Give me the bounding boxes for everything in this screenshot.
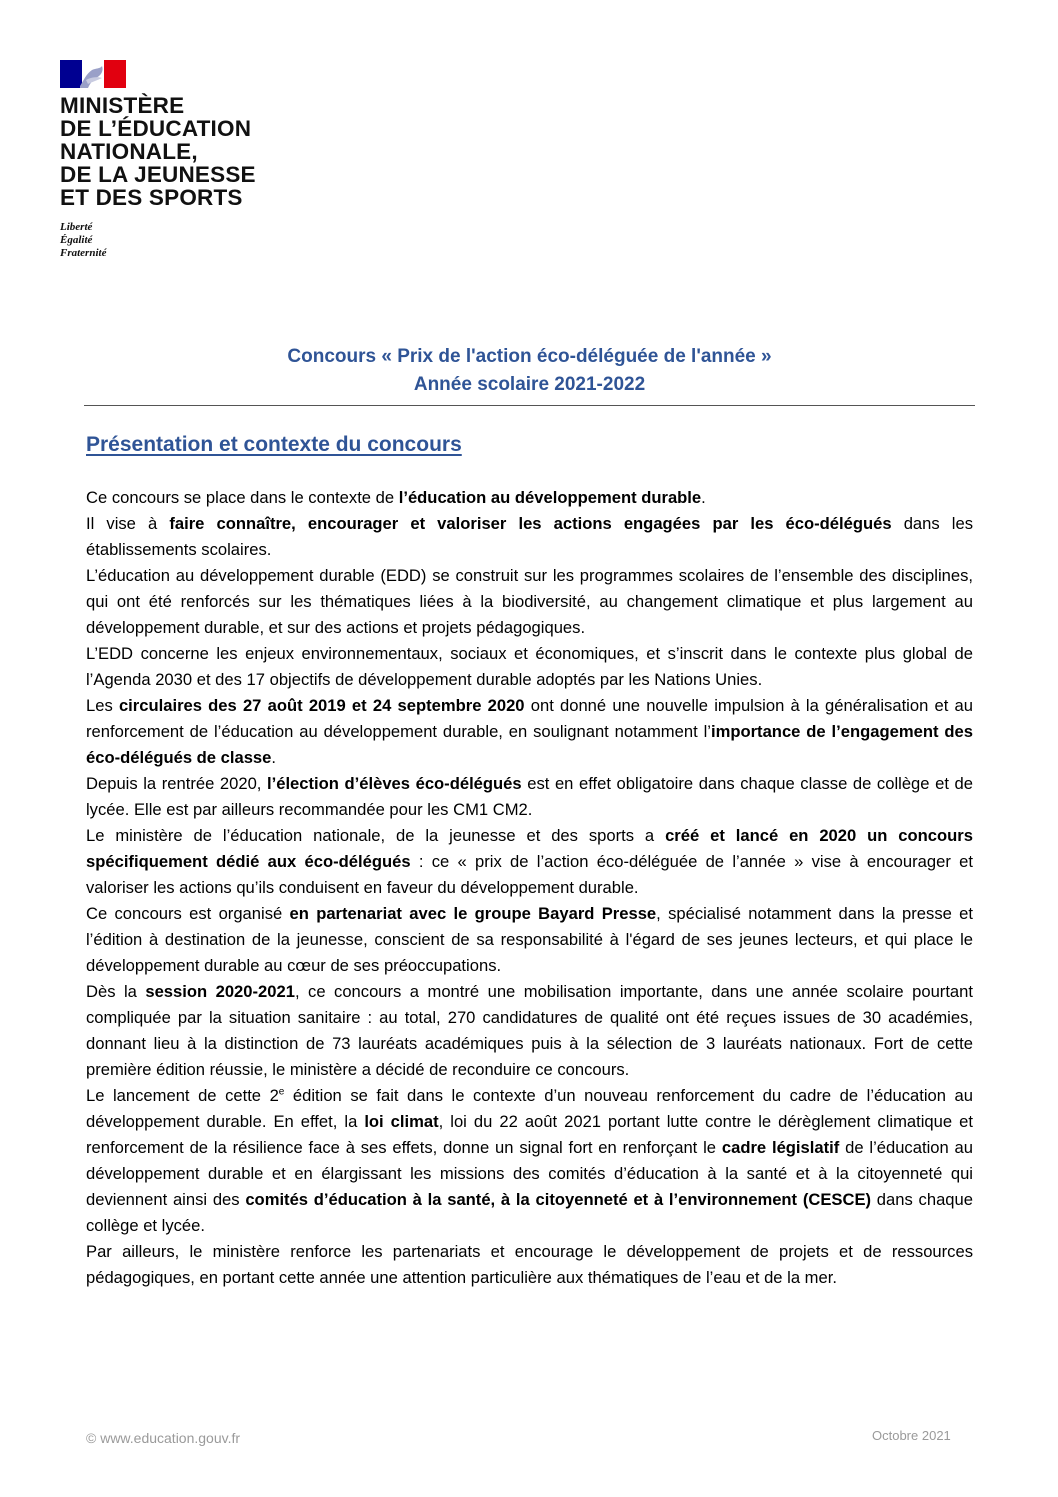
ministry-name bbox=[60, 94, 300, 209]
text-run: , spécialisé notamment dans la presse et l’édition à destination de la jeunesse, conscient de sa responsabilité à l'égard de ses jeunes lecteurs, et qui place le développement durable au cœur de ses préoccupations. bbox=[86, 904, 973, 975]
text-run: L’éducation au développement durable (EDD) se construit sur les programmes scolaires de l’ensemble des disciplines, qui ont été renforcés sur les thématiques liées à la biodiversité, au changement climatique et plus largement au développement durable, et sur des actions et projets pédagogiques. bbox=[86, 566, 973, 637]
bold-run: circulaires des 27 août 2019 et 24 septembre 2020 bbox=[118, 696, 525, 715]
text-run: . bbox=[701, 488, 706, 507]
motto-line: Liberté bbox=[60, 221, 93, 233]
text-run: Depuis la rentrée 2020, bbox=[86, 774, 267, 793]
paragraph bbox=[86, 979, 973, 1083]
ministry-line: NATIONALE, bbox=[60, 139, 198, 164]
bold-run: l’éducation au développement durable bbox=[398, 488, 702, 507]
bold-run: comités d’éducation à la santé, à la citoyenneté et à l’environnement (CESCE) bbox=[245, 1190, 872, 1209]
text-run: Le lancement de cette 2 bbox=[86, 1086, 279, 1105]
paragraph bbox=[86, 511, 973, 563]
bold-run: importance de l’engagement des éco-délégués de classe bbox=[86, 722, 973, 767]
text-run: , ce concours a montré une mobilisation importante, dans une année scolaire pourtant compliquée par la situation sanitaire : au total, 270 candidatures de qualité ont été reçues issues de 30 académies, donnant lieu à la distinction de 73 lauréats académiques puis à la sélection de 3 lauréats nationaux. Fort de cette première édition réussie, le ministère a décidé de reconduire ce concours. bbox=[86, 982, 974, 1079]
bold-run: faire connaître, encourager et valoriser les actions engagées par les éco-délégués bbox=[169, 514, 892, 533]
text-run: de l’éducation au développement durable et en élargissant les missions des comités d’éducation à la santé et à la citoyenneté qui deviennent ainsi des bbox=[86, 1138, 973, 1209]
text-run: Il vise à bbox=[86, 514, 170, 533]
text-run: Les bbox=[86, 696, 119, 715]
text-run: Le ministère de l’éducation nationale, de la jeunesse et des sports a bbox=[86, 826, 666, 845]
paragraph bbox=[86, 1239, 973, 1291]
footer-website: © www.education.gouv.fr bbox=[86, 1430, 241, 1446]
paragraph bbox=[86, 641, 973, 693]
paragraph bbox=[86, 901, 973, 979]
title-divider bbox=[84, 405, 975, 406]
paragraph bbox=[86, 485, 973, 511]
superscript: e bbox=[278, 1086, 285, 1098]
bold-run: session 2020-2021 bbox=[145, 982, 295, 1001]
ministry-line: MINISTÈRE bbox=[60, 93, 185, 118]
paragraph bbox=[86, 823, 973, 901]
text-run: Ce concours est organisé bbox=[86, 904, 290, 923]
ministry-logo bbox=[60, 60, 300, 260]
body-text bbox=[86, 485, 973, 1291]
motto-line: Égalité bbox=[60, 234, 93, 246]
text-run: Par ailleurs, le ministère renforce les partenariats et encourage le développement de projets et de ressources pédagogiques, en portant cette année une attention particulière aux thématiques de l’eau et de la mer. bbox=[86, 1242, 973, 1287]
ministry-line: DE L’ÉDUCATION bbox=[60, 116, 252, 141]
bold-run: en partenariat avec le groupe Bayard Presse bbox=[289, 904, 657, 923]
text-run: ont donné une nouvelle impulsion à la généralisation et au renforcement de l’éducation au développement durable, en soulignant notamment l’ bbox=[86, 696, 974, 741]
text-run: est en effet obligatoire dans chaque classe de collège et de lycée. Elle est par ailleurs recommandée pour les CM1 CM2. bbox=[86, 774, 973, 819]
title-line-1: Concours « Prix de l'action éco-déléguée de l'année » bbox=[287, 346, 772, 367]
republic-motto bbox=[60, 221, 300, 260]
bold-run: l’élection d’élèves éco-délégués bbox=[267, 774, 522, 793]
text-run: : ce « prix de l’action éco-déléguée de l’année » vise à encourager et valoriser les actions qu’ils conduisent en faveur du développement durable. bbox=[86, 852, 973, 897]
text-run: dans chaque collège et lycée. bbox=[86, 1190, 973, 1235]
paragraph bbox=[86, 563, 973, 641]
document-title bbox=[84, 343, 975, 399]
paragraph bbox=[86, 693, 973, 771]
title-line-2: Année scolaire 2021-2022 bbox=[413, 374, 646, 395]
text-run: Dès la bbox=[86, 982, 146, 1001]
text-run: Ce concours se place dans le contexte de bbox=[86, 488, 399, 507]
text-run: L’EDD concerne les enjeux environnementaux, sociaux et économiques, et s’inscrit dans le contexte plus global de l’Agenda 2030 et des 17 objectifs de développement durable adoptés par les Nations Unies. bbox=[86, 644, 973, 689]
ministry-line: ET DES SPORTS bbox=[60, 185, 243, 210]
ministry-line: DE LA JEUNESSE bbox=[60, 162, 256, 187]
footer-date: Octobre 2021 bbox=[872, 1428, 951, 1443]
section-heading: Présentation et contexte du concours bbox=[86, 433, 462, 456]
bold-run: loi climat bbox=[364, 1112, 439, 1131]
paragraph bbox=[86, 1083, 973, 1239]
bold-run: cadre législatif bbox=[721, 1138, 840, 1157]
motto-line: Fraternité bbox=[60, 247, 107, 259]
paragraph bbox=[86, 771, 973, 823]
marianne-flag-icon bbox=[60, 60, 126, 88]
text-run: , loi du 22 août 2021 portant lutte contre le dérèglement climatique et renforcement de la résilience face à ses effets, donne un signal fort en renforçant le bbox=[86, 1112, 973, 1157]
text-run: dans les établissements scolaires. bbox=[86, 514, 973, 559]
bold-run: créé et lancé en 2020 un concours spécifiquement dédié aux éco-délégués bbox=[86, 826, 973, 871]
text-run: . bbox=[271, 748, 277, 767]
text-run: édition se fait dans le contexte d’un nouveau renforcement du cadre de l’éducation au développement durable. En effet, la bbox=[86, 1086, 973, 1131]
